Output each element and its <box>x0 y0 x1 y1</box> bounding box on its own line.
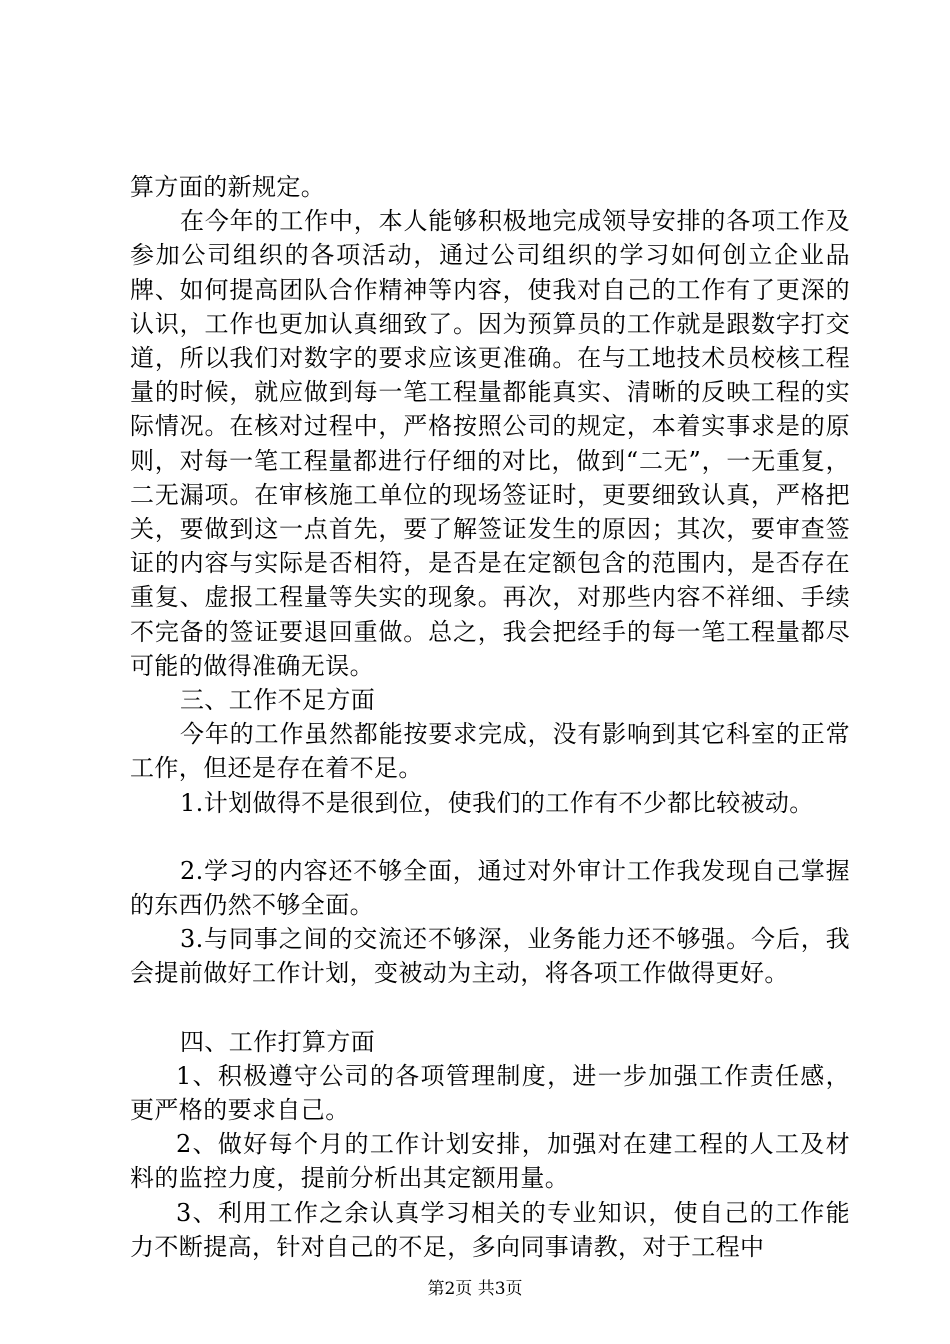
page-footer: 第2页 共3页 <box>427 1279 523 1299</box>
paragraph-work-summary: 在今年的工作中，本人能够积极地完成领导安排的各项工作及参加公司组织的各项活动，通过公司组织的学习如何创立企业品牌、如何提高团队合作精神等内容，使我对自己的工作有了更深的认识，工作也更加认真细致了。因为预算员的工作就是跟数字打交道，所以我们对数字的要求应该更准确。在与工地技术员校核工程量的时候，就应做到每一笔工程量都能真实、清晰的反映工程的实际情况。在核对过程中，严格按照公司的规定，本着实事求是的原则，对每一笔工程量都进行仔细的对比，做到“二无”，一无重复，二无漏项。在审核施工单位的现场签证时，更要细致认真，严格把关，要做到这一点首先，要了解签证发生的原因；其次，要审查签证的内容与实际是否相符，是否是在定额包含的范围内，是否存在重复、虚报工程量等失实的现象。再次，对那些内容不祥细、手续不完备的签证要退回重做。总之，我会把经手的每一笔工程量都尽可能的做得准确无误。 <box>130 207 850 680</box>
list-item-shortcoming-2: 2.学习的内容还不够全面，通过对外审计工作我发现自己掌握的东西仍然不够全面。 <box>130 856 850 920</box>
section-heading-plans: 四、工作打算方面 <box>180 1027 376 1056</box>
list-item-plan-2: 2、做好每个月的工作计划安排，加强对在建工程的人工及材料的监控力度，提前分析出其定额用量。 <box>130 1130 850 1193</box>
blank-line <box>130 991 850 1025</box>
list-item-shortcoming-3: 3.与同事之间的交流还不够深，业务能力还不够强。今后，我会提前做好工作计划，变被动为主动，将各项工作做得更好。 <box>130 925 850 988</box>
blank-line <box>130 820 850 854</box>
list-item-plan-3: 3、利用工作之余认真学习相关的专业知识，使自己的工作能力不断提高，针对自己的不足，多向同事请教，对于工程中 <box>130 1198 850 1261</box>
document-body <box>130 170 850 1264</box>
list-item-shortcoming-1: 1.计划做得不是很到位，使我们的工作有不少都比较被动。 <box>180 788 814 817</box>
list-item-plan-1: 1、积极遵守公司的各项管理制度，进一步加强工作责任感，更严格的要求自己。 <box>130 1061 850 1125</box>
paragraph-shortcomings-intro: 今年的工作虽然都能按要求完成，没有影响到其它科室的正常工作，但还是存在着不足。 <box>130 720 850 783</box>
paragraph-continuation: 算方面的新规定。 <box>130 173 326 201</box>
section-heading-shortcomings: 三、工作不足方面 <box>180 686 376 715</box>
